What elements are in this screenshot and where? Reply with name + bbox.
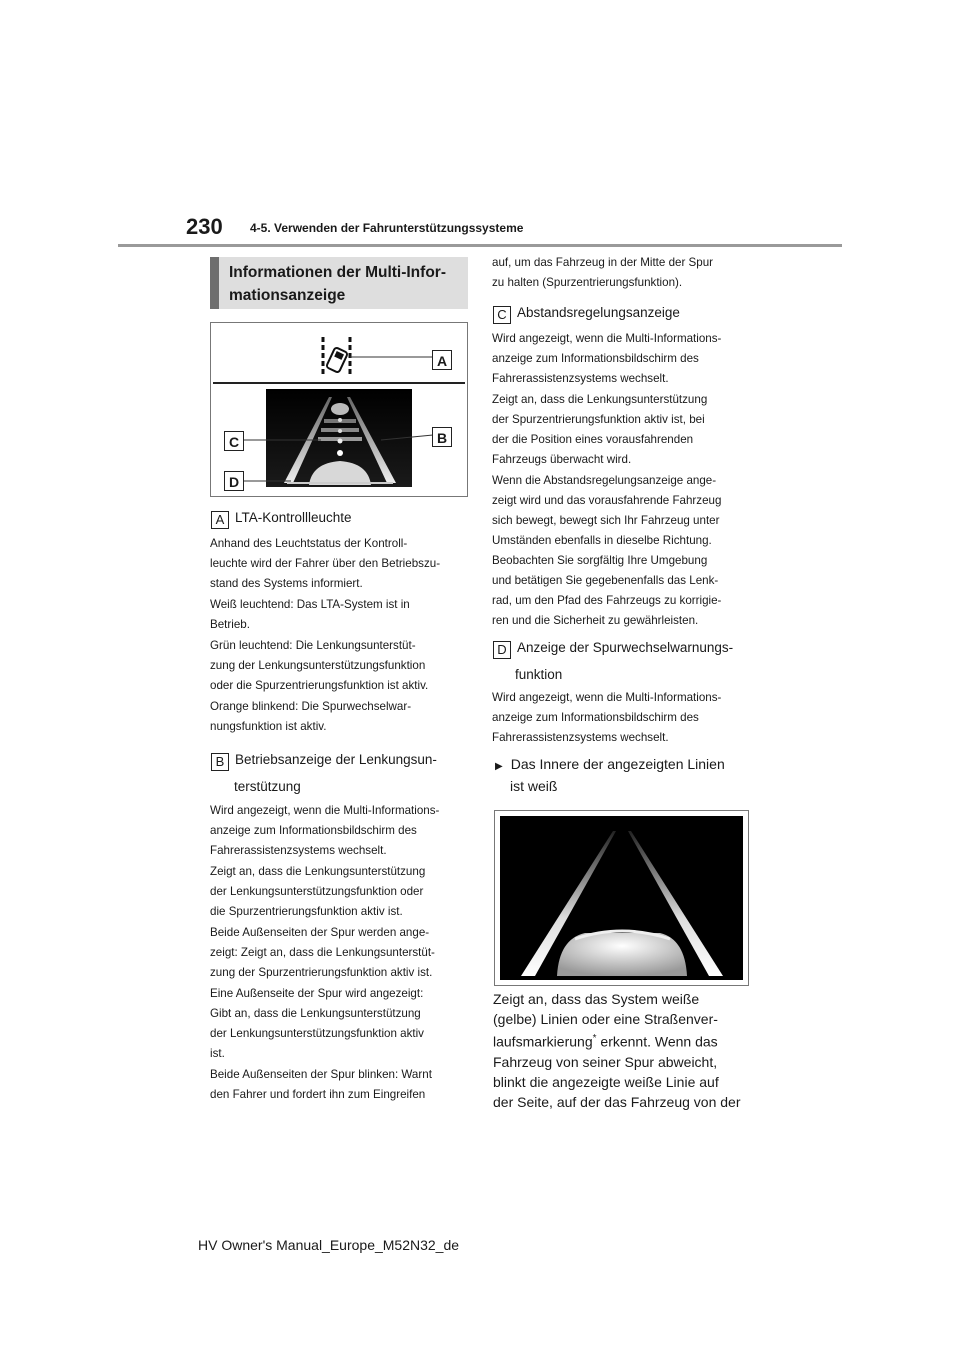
item-b-line: Zeigt an, dass die Lenkungsunterstützung: [210, 865, 426, 878]
item-c-line: zeigt wird und das vorausfahrende Fahrzeug: [492, 494, 722, 507]
after-photo-line: Fahrzeug von seiner Spur abweicht,: [493, 1053, 718, 1070]
after-photo-line: der Seite, auf der das Fahrzeug von der: [493, 1093, 741, 1110]
item-b-line: der Lenkungsunterstützungsfunktion oder: [210, 885, 424, 898]
item-a-title-text: LTA-Kontrollleuchte: [235, 510, 352, 525]
after-photo-line: (gelbe) Linien oder eine Straßenver-: [493, 1011, 718, 1027]
after-photo-line: Zeigt an, dass das System weiße: [493, 991, 700, 1007]
item-a-line: oder die Spurzentrierungsfunktion ist aktiv.: [210, 679, 429, 692]
item-b-line: Eine Außenseite der Spur wird angezeigt:: [210, 987, 424, 1000]
item-c-line: und betätigen Sie gegebenenfalls das Lenk-: [492, 574, 719, 587]
running-header: 4-5. Verwenden der Fahrunterstützungssysteme: [250, 221, 524, 235]
item-b-title-line2: terstützung: [234, 779, 301, 794]
item-c-title-text: Abstandsregelungsanzeige: [517, 305, 680, 320]
mid-illustration-svg: [211, 323, 467, 496]
item-d-title-line1: Anzeige der Spurwechselwarnungs-: [517, 640, 734, 655]
item-c-line: ren und die Sicherheit zu gewährleisten.: [492, 614, 699, 627]
item-b-body: [210, 801, 472, 1105]
page-number: 230: [186, 214, 223, 239]
item-a-line: zung der Lenkungsunterstützungsfunktion: [210, 659, 426, 672]
item-c-title: [493, 303, 680, 324]
item-b-line: anzeige zum Informationsbildschirm des: [210, 824, 417, 837]
item-b-tag: B: [211, 753, 229, 771]
item-b-line: den Fahrer und fordert ihn zum Eingreifen: [210, 1088, 426, 1101]
item-b-cont-line: zu halten (Spurzentrierungsfunktion).: [492, 276, 683, 289]
item-b-line: Beide Außenseiten der Spur blinken: Warnt: [210, 1068, 432, 1081]
item-a-line: Betrieb.: [210, 618, 250, 631]
item-a-title: [211, 508, 352, 529]
item-b-line: zeigt: Zeigt an, dass die Lenkungsunterstüt-: [210, 946, 435, 959]
item-b-line: Beide Außenseiten der Spur werden ange-: [210, 926, 430, 939]
item-c-line: sich bewegt, bewegt sich Ihr Fahrzeug unter: [492, 514, 720, 527]
item-b-title: [211, 750, 437, 771]
item-a-tag: A: [211, 511, 229, 529]
item-c-line: der Spurzentrierungsfunktion aktiv ist, bei: [492, 413, 705, 426]
item-d-title: [493, 638, 733, 659]
item-b-line: Wird angezeigt, wenn die Multi-Informations-: [210, 804, 440, 817]
item-b-line: der Lenkungsunterstützungsfunktion aktiv: [210, 1027, 424, 1040]
item-c-line: der die Position eines vorausfahrenden: [492, 433, 694, 446]
sub-heading-line1: Das Innere der angezeigten Linien: [510, 756, 725, 772]
item-c-line: anzeige zum Informationsbildschirm des: [492, 352, 699, 365]
item-b-line: Gibt an, dass die Lenkungsunterstützung: [210, 1007, 421, 1020]
item-c-line: rad, um den Pfad des Fahrzeugs zu korrigie-: [492, 594, 722, 607]
callout-c: C: [224, 431, 244, 451]
item-c-line: Wenn die Abstandsregelungsanzeige ange-: [492, 474, 717, 487]
item-c-body: [492, 329, 754, 631]
item-b-continued: [492, 253, 754, 293]
sub-heading: [495, 754, 725, 777]
section-heading-line2: mationsanzeige: [229, 287, 346, 304]
item-d-line: Fahrerassistenzsystems wechselt.: [492, 731, 669, 744]
item-d-line: Wird angezeigt, wenn die Multi-Informations-: [492, 691, 722, 704]
header-rule: [118, 244, 842, 247]
item-c-line: Fahrzeugs überwacht wird.: [492, 453, 632, 466]
item-c-line: Wird angezeigt, wenn die Multi-Informations-: [492, 332, 722, 345]
callout-d: D: [224, 471, 244, 491]
item-a-line: Grün leuchtend: Die Lenkungsunterstüt-: [210, 639, 416, 652]
item-a-line: stand des Systems informiert.: [210, 577, 363, 590]
mid-illustration: [210, 322, 468, 497]
item-d-body: [492, 688, 754, 748]
item-a-line: Weiß leuchtend: Das LTA-System ist in: [210, 598, 410, 611]
item-c-line: Fahrerassistenzsystems wechselt.: [492, 372, 669, 385]
callout-b: B: [432, 427, 452, 447]
item-b-title-line1: Betriebsanzeige der Lenkungsun-: [235, 752, 437, 767]
lane-lines-svg: [495, 811, 748, 985]
item-b-cont-line: auf, um das Fahrzeug in der Mitte der Spur: [492, 256, 714, 269]
sub-heading-line2: ist weiß: [510, 778, 558, 794]
item-c-line: Beobachten Sie sorgfältig Ihre Umgebung: [492, 554, 708, 567]
after-photo-line3a: laufsmarkierung: [493, 1033, 593, 1050]
item-b-line: ist.: [210, 1047, 225, 1060]
item-a-line: Anhand des Leuchtstatus der Kontroll-: [210, 537, 408, 550]
section-heading: [210, 257, 468, 309]
item-c-line: Zeigt an, dass die Lenkungsunterstützung: [492, 393, 708, 406]
item-a-line: leuchte wird der Fahrer über den Betriebszu-: [210, 557, 441, 570]
footnote-marker: *: [592, 1033, 597, 1044]
after-photo-line: [493, 1029, 755, 1052]
item-b-line: Fahrerassistenzsystems wechselt.: [210, 844, 387, 857]
item-a-body: [210, 534, 472, 737]
item-d-title-line2: funktion: [515, 667, 563, 682]
section-heading-line1: Informationen der Multi-Infor-: [229, 264, 446, 281]
callout-a: A: [432, 350, 452, 370]
after-photo-line3b: erkennt. Wenn das: [596, 1033, 718, 1050]
item-d-tag: D: [493, 641, 511, 659]
item-a-line: nungsfunktion ist aktiv.: [210, 720, 327, 733]
triangle-bullet-icon: ▶: [495, 761, 503, 772]
item-a-line: Orange blinkend: Die Spurwechselwar-: [210, 700, 412, 713]
after-photo-line: blinkt die angezeigte weiße Linie auf: [493, 1073, 719, 1090]
footer-text: HV Owner's Manual_Europe_M52N32_de: [198, 1237, 460, 1253]
item-b-line: die Spurzentrierungsfunktion aktiv ist.: [210, 905, 403, 918]
item-c-line: Umständen ebenfalls in dieselbe Richtung.: [492, 534, 712, 547]
item-c-tag: C: [493, 306, 511, 324]
item-d-line: anzeige zum Informationsbildschirm des: [492, 711, 699, 724]
lane-lines-illustration: [494, 810, 749, 986]
after-photo-text: [493, 989, 755, 1112]
item-b-line: zung der Spurzentrierungsfunktion aktiv ist.: [210, 966, 433, 979]
